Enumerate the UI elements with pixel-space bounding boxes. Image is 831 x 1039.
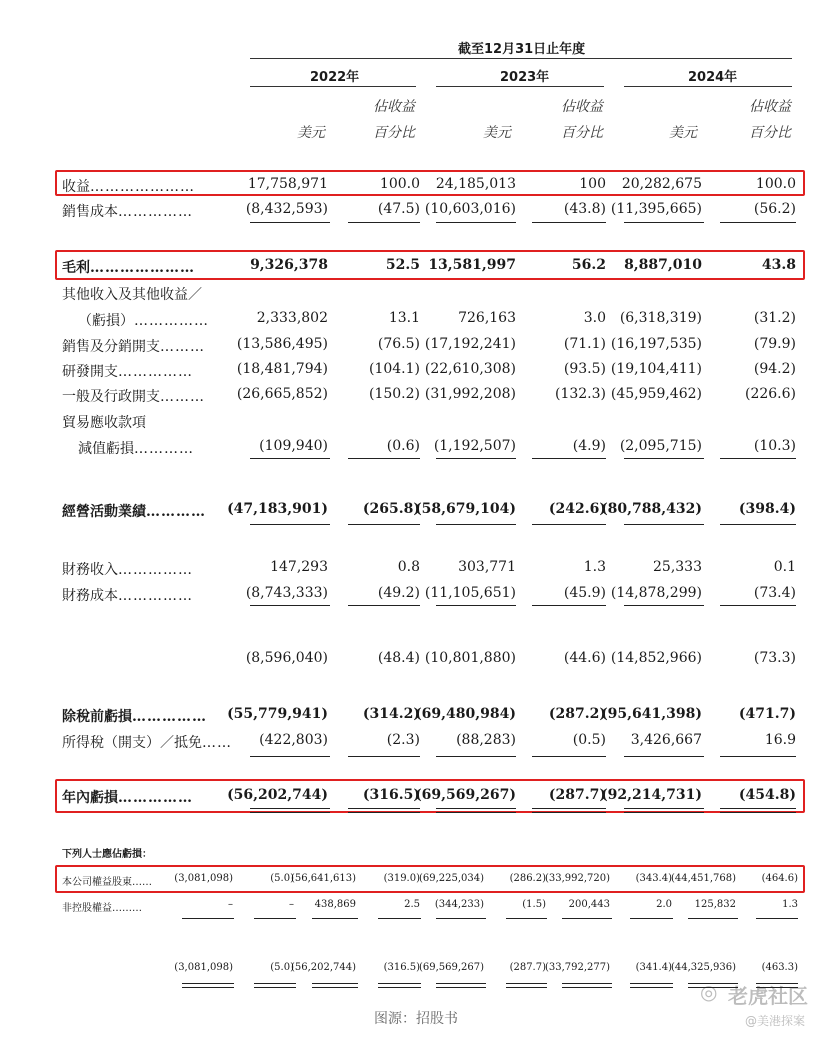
row-label-text: 其他收入及其他收益／ <box>62 287 202 303</box>
row-label <box>62 732 232 752</box>
cell-usd: 9,326,378 <box>250 257 328 273</box>
double-underline <box>348 808 420 813</box>
cell-pct: (150.2) <box>368 386 420 402</box>
underline <box>720 524 796 525</box>
pct-header-2022-l1: 佔收益 <box>373 99 415 115</box>
cell-pct: – <box>289 899 294 910</box>
underline <box>720 605 796 606</box>
underline <box>532 458 606 459</box>
underline <box>182 918 234 919</box>
cell-usd: – <box>228 899 233 910</box>
cell-pct: (0.6) <box>386 438 420 454</box>
cell-usd: (1,192,507) <box>433 438 516 454</box>
cell-usd: 303,771 <box>458 559 516 575</box>
leader-dots: …………… <box>118 204 193 220</box>
underline <box>532 605 606 606</box>
usd-header-2024: 美元 <box>669 125 697 141</box>
leader-dots: ………………… <box>90 179 195 195</box>
row-label-text: 銷售成本 <box>62 204 118 220</box>
cell-usd: (8,432,593) <box>245 201 328 217</box>
cell-usd: (44,325,936) <box>670 962 736 973</box>
cell-pct: (47.5) <box>377 201 420 217</box>
cell-usd: (33,792,277) <box>544 962 610 973</box>
cell-pct: (463.3) <box>761 962 798 973</box>
cell-pct: (319.0) <box>383 873 420 884</box>
row-label-text: 除稅前虧損 <box>62 709 132 725</box>
underline <box>436 756 516 757</box>
leader-dots: …………… <box>134 313 209 329</box>
cell-usd: (6,318,319) <box>619 310 702 326</box>
underline <box>562 918 612 919</box>
year-2022: 2022年 <box>310 70 360 85</box>
leader-dots: …………… <box>118 588 193 604</box>
cell-usd: 20,282,675 <box>621 176 702 192</box>
cell-usd: (26,665,852) <box>236 386 328 402</box>
cell-usd: (2,095,715) <box>619 438 702 454</box>
row-label-text: 一般及行政開支 <box>62 389 160 405</box>
cell-usd: 125,832 <box>694 899 736 910</box>
cell-pct: (0.5) <box>572 732 606 748</box>
cell-usd: 8,887,010 <box>624 257 702 273</box>
leader-dots: …………… <box>118 790 193 806</box>
underline <box>624 222 704 223</box>
cell-usd: (44,451,768) <box>670 873 736 884</box>
cell-pct: (10.3) <box>753 438 796 454</box>
cell-pct: 56.2 <box>571 257 606 273</box>
cell-pct: (56.2) <box>753 201 796 217</box>
underline <box>506 918 547 919</box>
leader-dots: ………………… <box>90 260 195 276</box>
cell-usd: (22,610,308) <box>424 361 516 377</box>
pct-header-2023-l2: 百分比 <box>561 125 603 141</box>
cell-usd: (69,569,267) <box>418 962 484 973</box>
row-label <box>78 310 209 330</box>
cell-pct: (398.4) <box>738 501 796 517</box>
cell-pct: (287.7) <box>509 962 546 973</box>
cell-usd: (58,679,104) <box>415 501 516 517</box>
watermark-main: 老虎社区 <box>728 984 808 1008</box>
double-underline <box>506 983 547 988</box>
cell-pct: (94.2) <box>753 361 796 377</box>
usd-header-2022: 美元 <box>297 125 325 141</box>
cell-pct: (316.5) <box>383 962 420 973</box>
cell-usd: (95,641,398) <box>601 706 702 722</box>
underline <box>348 605 420 606</box>
cell-usd: (47,183,901) <box>227 501 328 517</box>
underline <box>624 756 704 757</box>
cell-usd: 3,426,667 <box>630 732 702 748</box>
cell-pct: (44.6) <box>563 650 606 666</box>
cell-usd: (56,202,744) <box>227 787 328 803</box>
underline <box>436 918 486 919</box>
underline <box>624 524 704 525</box>
row-label-text: 毛利 <box>62 260 90 276</box>
underline <box>312 918 358 919</box>
row-label <box>62 706 207 726</box>
cell-usd: 24,185,013 <box>435 176 516 192</box>
cell-usd: (10,603,016) <box>424 201 516 217</box>
underline <box>348 756 420 757</box>
cell-usd: (11,105,651) <box>424 585 516 601</box>
pct-header-2024-l2: 百分比 <box>749 125 791 141</box>
row-label <box>62 201 193 221</box>
row-label: 本公司權益股東…… <box>62 877 152 888</box>
cell-pct: (1.5) <box>522 899 546 910</box>
source-caption: 图源：招股书 <box>374 1011 458 1027</box>
underline <box>720 756 796 757</box>
cell-usd: (14,852,966) <box>610 650 702 666</box>
leader-dots: ………… <box>146 504 206 520</box>
row-label <box>62 284 202 304</box>
cell-usd: (92,214,731) <box>601 787 702 803</box>
row-label: 非控股權益……… <box>62 903 142 914</box>
pct-header-2022-l2: 百分比 <box>373 125 415 141</box>
cell-pct: 100 <box>579 176 606 192</box>
cell-usd: 25,333 <box>653 559 702 575</box>
cell-usd: (69,480,984) <box>415 706 516 722</box>
underline <box>720 458 796 459</box>
row-label <box>62 386 205 406</box>
row-label <box>62 585 193 605</box>
cell-usd: (344,233) <box>434 899 484 910</box>
row-label <box>62 361 193 381</box>
row-label <box>62 501 206 521</box>
double-underline <box>436 808 516 813</box>
leader-dots: ……… <box>160 389 205 405</box>
underline <box>532 222 606 223</box>
cell-pct: (45.9) <box>563 585 606 601</box>
cell-usd: 147,293 <box>270 559 328 575</box>
cell-pct: (5.0) <box>270 873 294 884</box>
underline <box>532 756 606 757</box>
year-rule-2024 <box>624 86 792 87</box>
cell-usd: (31,992,208) <box>424 386 516 402</box>
underline <box>378 918 421 919</box>
underline <box>348 222 420 223</box>
double-underline <box>436 983 486 988</box>
cell-pct: (76.5) <box>377 336 420 352</box>
leader-dots: …………… <box>118 364 193 380</box>
cell-pct: 2.0 <box>656 899 672 910</box>
double-underline <box>756 983 798 988</box>
leader-dots: ………… <box>134 441 194 457</box>
year-rule-2023 <box>436 86 604 87</box>
cell-pct: (287.7) <box>548 787 606 803</box>
cell-usd: 2,333,802 <box>256 310 328 326</box>
cell-pct: (132.3) <box>554 386 606 402</box>
cell-pct: (79.9) <box>753 336 796 352</box>
cell-usd: 17,758,971 <box>247 176 328 192</box>
row-label <box>62 559 193 579</box>
cell-pct: (341.4) <box>635 962 672 973</box>
double-underline <box>250 808 330 813</box>
period-rule <box>250 58 792 59</box>
underline <box>348 524 420 525</box>
underline <box>436 222 516 223</box>
cell-pct: 2.5 <box>404 899 420 910</box>
row-label-text: 經營活動業績 <box>62 504 146 520</box>
row-label-text: 收益 <box>62 179 90 195</box>
cell-pct: (43.8) <box>563 201 606 217</box>
cell-usd: (16,197,535) <box>610 336 702 352</box>
cell-pct: (4.9) <box>572 438 606 454</box>
row-label <box>78 438 194 458</box>
cell-pct: 52.5 <box>385 257 420 273</box>
cell-pct: 1.3 <box>583 559 606 575</box>
underline <box>688 918 738 919</box>
underline <box>436 605 516 606</box>
cell-pct: (73.4) <box>753 585 796 601</box>
underline <box>720 222 796 223</box>
double-underline <box>624 808 704 813</box>
row-label-text: 銷售及分銷開支 <box>62 339 160 355</box>
year-2024: 2024年 <box>688 70 738 85</box>
cell-pct: 0.1 <box>773 559 796 575</box>
cell-usd: (80,788,432) <box>601 501 702 517</box>
row-label <box>62 336 205 356</box>
cell-usd: (10,801,880) <box>424 650 516 666</box>
cell-pct: (464.6) <box>761 873 798 884</box>
double-underline <box>562 983 612 988</box>
cell-pct: 3.0 <box>583 310 606 326</box>
cell-pct: (286.2) <box>509 873 546 884</box>
cell-usd: (56,202,744) <box>290 962 356 973</box>
cell-pct: 100.0 <box>755 176 796 192</box>
cell-pct: (314.2) <box>362 706 420 722</box>
underline <box>624 458 704 459</box>
cell-usd: 200,443 <box>568 899 610 910</box>
cell-usd: (422,803) <box>259 732 328 748</box>
period-header: 截至12月31日止年度 <box>458 42 586 57</box>
underline <box>436 524 516 525</box>
underline <box>250 756 330 757</box>
cell-pct: 100.0 <box>379 176 420 192</box>
cell-usd: (8,743,333) <box>245 585 328 601</box>
cell-pct: (93.5) <box>563 361 606 377</box>
cell-pct: (454.8) <box>738 787 796 803</box>
cell-usd: (11,395,665) <box>610 201 702 217</box>
cell-pct: (2.3) <box>386 732 420 748</box>
cell-usd: (18,481,794) <box>236 361 328 377</box>
underline <box>436 458 516 459</box>
cell-pct: 1.3 <box>782 899 798 910</box>
cell-pct: (71.1) <box>563 336 606 352</box>
double-underline <box>254 983 296 988</box>
cell-usd: (14,878,299) <box>610 585 702 601</box>
cell-usd: (8,596,040) <box>245 650 328 666</box>
cell-pct: (226.6) <box>744 386 796 402</box>
underline <box>348 458 420 459</box>
highlight-gross-profit <box>55 250 805 280</box>
highlight-revenue <box>55 170 805 196</box>
cell-usd: 438,869 <box>314 899 356 910</box>
cell-pct: (471.7) <box>738 706 796 722</box>
row-label-text: 財務成本 <box>62 588 118 604</box>
cell-usd: (55,779,941) <box>227 706 328 722</box>
leader-dots: ……… <box>160 339 205 355</box>
underline <box>630 918 673 919</box>
cell-pct: (49.2) <box>377 585 420 601</box>
underline <box>250 605 330 606</box>
underline <box>756 918 798 919</box>
underline <box>250 458 330 459</box>
double-underline <box>378 983 421 988</box>
cell-usd: (3,081,098) <box>174 962 233 973</box>
cell-usd: (69,225,034) <box>418 873 484 884</box>
cell-usd: 13,581,997 <box>428 257 516 273</box>
leader-dots: …………… <box>132 709 207 725</box>
row-label-text: 貿易應收款項 <box>62 415 146 431</box>
underline <box>254 918 296 919</box>
cell-usd: (88,283) <box>456 732 516 748</box>
cell-pct: (316.5) <box>362 787 420 803</box>
cell-usd: 726,163 <box>458 310 516 326</box>
usd-header-2023: 美元 <box>483 125 511 141</box>
double-underline <box>688 983 738 988</box>
watermark-sub: @美港探案 <box>745 1014 806 1028</box>
row-label <box>62 412 146 432</box>
row-label-text: （虧損） <box>78 313 134 329</box>
cell-pct: (31.2) <box>753 310 796 326</box>
watermark-logo-icon: ◎ <box>700 980 718 1004</box>
cell-pct: (104.1) <box>368 361 420 377</box>
cell-usd: (33,992,720) <box>544 873 610 884</box>
cell-usd: (109,940) <box>259 438 328 454</box>
row-label-text: 所得稅（開支）／抵免 <box>62 735 202 751</box>
underline <box>624 605 704 606</box>
year-2023: 2023年 <box>500 70 550 85</box>
cell-usd: (17,192,241) <box>424 336 516 352</box>
leader-dots: …… <box>202 735 232 751</box>
double-underline <box>532 808 606 813</box>
double-underline <box>312 983 358 988</box>
double-underline <box>182 983 234 988</box>
cell-pct: 0.8 <box>397 559 420 575</box>
cell-pct: (265.8) <box>362 501 420 517</box>
underline <box>250 222 330 223</box>
leader-dots: …………… <box>118 562 193 578</box>
cell-usd: (13,586,495) <box>236 336 328 352</box>
cell-pct: (343.4) <box>635 873 672 884</box>
pct-header-2023-l1: 佔收益 <box>561 99 603 115</box>
double-underline <box>720 808 796 813</box>
cell-pct: 13.1 <box>388 310 420 326</box>
row-label-text: 財務收入 <box>62 562 118 578</box>
cell-usd: (3,081,098) <box>174 873 233 884</box>
cell-usd: (19,104,411) <box>610 361 702 377</box>
double-underline <box>630 983 673 988</box>
cell-usd: (56,641,613) <box>290 873 356 884</box>
cell-pct: (242.6) <box>548 501 606 517</box>
cell-usd: (45,959,462) <box>610 386 702 402</box>
year-rule-2022 <box>250 86 416 87</box>
row-label-text: 研發開支 <box>62 364 118 380</box>
underline <box>250 524 330 525</box>
cell-pct: 43.8 <box>761 257 796 273</box>
cell-pct: (48.4) <box>377 650 420 666</box>
cell-pct: 16.9 <box>764 732 796 748</box>
cell-usd: (69,569,267) <box>415 787 516 803</box>
row-label-text: 年內虧損 <box>62 790 118 806</box>
cell-pct: (287.2) <box>548 706 606 722</box>
row-label-text: 減值虧損 <box>78 441 134 457</box>
underline <box>532 524 606 525</box>
cell-pct: (73.3) <box>753 650 796 666</box>
attrib-title: 下列人士應佔虧損： <box>62 849 152 860</box>
pct-header-2024-l1: 佔收益 <box>749 99 791 115</box>
cell-pct: (5.0) <box>270 962 294 973</box>
